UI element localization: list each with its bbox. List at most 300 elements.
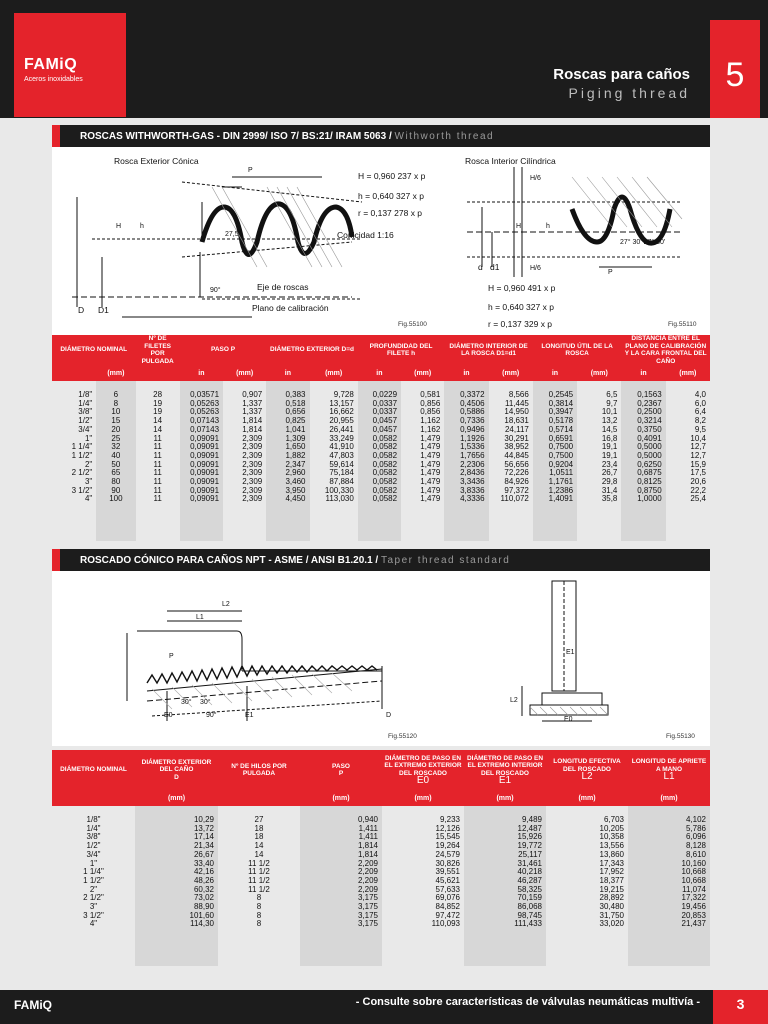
table-cell: 12,7 [690,450,706,460]
table-cell: 0,825 [285,416,306,426]
table-cell: 2,209 [357,858,378,868]
right-H6-top-label: H/6 [530,175,541,182]
table-cell: 1/2" [86,841,101,851]
table-cell: 1,479 [420,433,441,443]
table-cell: 0,907 [242,390,263,399]
table-cell: 15 [111,416,121,426]
left-angle-label: 90° [210,287,221,294]
brand-tagline: Aceros inoxidables [24,76,83,83]
col-outer-in [266,381,309,541]
table-cell: 87,884 [329,477,354,487]
table-cell: 69,076 [435,893,460,903]
table-cell: 30,826 [435,858,460,868]
table-cell: 19,1 [601,442,618,452]
table-cell: 2 1/2" [71,468,93,478]
table-cell: 20,853 [681,910,706,920]
col-length-in [533,381,577,541]
table-cell: 3,175 [357,919,378,929]
th-hand-tight-length [628,750,710,790]
table-cell: 113,030 [325,494,354,504]
table-cell: 22,2 [690,485,706,495]
th-pitch-diam-inner [464,750,546,790]
table-cell: 25,4 [690,494,706,504]
table-cell: 13,157 [329,398,354,408]
table-cell: 9,7 [606,398,618,408]
table-cell: 14,950 [504,407,529,417]
table-cell: 1" [89,858,98,868]
unit-cell [136,365,180,381]
right-formula-r: r = 0,137 329 x p [488,319,553,329]
table-cell: 2,347 [285,459,306,469]
table-cell: 9,728 [333,390,354,399]
table-cell: 16,662 [329,407,354,417]
table-cell: 1,650 [285,442,306,452]
table-cell: 9,5 [694,424,706,434]
table-cell: 1,479 [420,485,441,495]
left-D-label: D [78,305,85,315]
table-cell: 3,8336 [460,485,485,495]
th-symbol: E1 [498,775,512,786]
table-cell: 13,860 [599,849,624,859]
table-cell: 20,955 [329,416,354,426]
table-cell: 90 [111,485,121,495]
table-cell: 60,32 [193,884,214,894]
table-cell: 1,0000 [637,494,662,504]
col-L2 [546,806,628,966]
table-cell: 10,668 [681,867,706,877]
table-cell: 1,5336 [460,442,485,452]
section1-title-text: ROSCAS WITHWORTH-GAS - DIN 2999/ ISO 7/ BS:21/ IRAM 5063 / [80,131,392,142]
left-H-label: H [116,223,122,230]
table-cell: 0,8125 [637,477,662,487]
table-cell: 23,4 [601,459,618,469]
table-cell: 88,90 [193,902,214,912]
table-cell: 1,479 [420,450,441,460]
table-cell: 0,05263 [190,398,220,408]
table-cell: 11 [153,485,162,495]
table-cell: 0,09091 [190,450,220,460]
table-cell: 33,249 [329,433,354,443]
table-cell: 26,67 [193,849,214,859]
table-cell: 30,480 [599,902,624,912]
col-L1 [628,806,710,966]
th-thread-depth: PROFUNDIDAD DEL FILETE h [358,335,445,365]
table-cell: 3,175 [357,902,378,912]
table-cell: 3 1/2" [71,485,93,495]
npt-E0-label: E0 [164,712,173,719]
unit-cell: in [621,365,665,381]
table-cell: 0,0582 [372,433,398,443]
table-cell: 0,7336 [460,416,485,426]
table-cell: 2,309 [242,494,263,504]
unit-cell: (mm) [223,365,266,381]
unit-cell: (mm) [666,365,710,381]
table-cell: 39,551 [435,867,460,877]
table-cell: 1,411 [358,823,378,833]
table-cell: 1 1/2" [71,450,93,460]
table-cell: 111,433 [514,919,542,929]
right-h-label: h [546,223,550,230]
table-cell: 0,0582 [372,450,398,460]
table-cell: 14 [254,849,264,859]
npt-thread-diagram [52,571,710,746]
npt-90-label: 90° [206,712,217,719]
table-cell: 0,3814 [548,398,574,408]
table-cell: 84,852 [435,902,460,912]
left-formula-r: r = 0,137 278 x p [358,208,423,218]
table-cell: 0,9496 [460,424,485,434]
right-formula-h: h = 0,640 327 x p [488,302,554,312]
table-cell: 19 [153,398,163,408]
left-taper-label: Conicidad 1:16 [337,230,394,240]
left-h-label: h [140,223,144,230]
unit-cell: in [266,365,309,381]
table-cell: 6,0 [694,398,706,408]
table-cell: 3" [84,477,93,487]
left-axis-label: Eje de roscas [257,282,309,292]
footer-note: - Consulte sobre características de válvulas neumáticas multivía - [355,996,700,1008]
unit-cell: (mm) [310,365,358,381]
section2-title [80,555,510,566]
th-nominal-diameter: DIÁMETRO NOMINAL [52,335,136,365]
table-cell: 15,9 [690,459,706,469]
table-cell: 17,952 [599,867,624,877]
table-cell: 6,5 [606,390,618,399]
table-cell: 14 [254,841,264,851]
table-cell: 0,5178 [548,416,574,426]
th-symbol: D [174,773,179,781]
table-cell: 1,479 [420,468,441,478]
th-symbol: L1 [663,771,675,783]
table-cell: 15,926 [517,832,542,842]
table-cell: 70,159 [517,893,542,903]
table-cell: 0,2500 [637,407,662,417]
table-cell: 57,633 [435,884,460,894]
table-cell: 0,8750 [637,485,662,495]
table-cell: 8,128 [685,841,706,851]
table-cell: 31,461 [517,858,542,868]
section2-figure-panel [52,571,710,746]
table-cell: 2,960 [285,468,306,478]
table-cell: 0,0337 [372,407,398,417]
table-cell: 28,892 [599,893,624,903]
col-inner-mm [489,381,533,541]
table-cell: 14,5 [601,424,618,434]
table-cell: 11 [153,450,162,460]
th-gauge-distance: DISTANCIA ENTRE EL PLANO DE CALIBRACIÓN Y LA CARA FRONTAL DEL CAÑO [621,335,710,365]
table-cell: 65 [111,468,121,478]
unit-cell: in [533,365,577,381]
table-cell: 18,631 [504,416,529,426]
table-cell: 10,160 [681,858,706,868]
unit-cell: (mm) [401,365,444,381]
table-cell: 19,772 [517,841,542,851]
table-cell: 14 [153,416,163,426]
table-cell: 40 [111,450,121,460]
npt-E1-label: E1 [245,712,254,719]
table-cell: 0,856 [420,398,441,408]
table-cell: 25 [111,433,121,443]
page-subtitle: Piging thread [568,85,690,101]
left-formula-H: H = 0,960 237 x p [358,171,426,181]
table-cell: 10,358 [599,832,624,842]
table-cell: 4,102 [685,815,706,824]
table-cell: 31,750 [599,910,624,920]
table-cell: 2" [84,459,93,469]
table-cell: 10 [111,407,121,417]
table-cell: 2,309 [242,442,263,452]
th-pipe-outer-diameter [135,750,218,790]
table-cell: 1,2386 [548,485,574,495]
table-cell: 0,5714 [548,424,574,434]
gauge-E1-label: E1 [566,649,575,656]
unit-cell: (mm) [489,365,533,381]
th-label: DIÁMETRO EXTERIOR DEL CAÑO [141,758,212,774]
table-cell: 3/4" [86,849,101,859]
table-cell: 0,0582 [372,459,398,469]
npt-L1-label: L1 [196,614,204,621]
table-cell: 17,343 [599,858,624,868]
left-figure-number: Fig.55100 [398,321,427,328]
table-cell: 8,2 [694,416,706,426]
table-cell: 1,479 [420,477,441,487]
table-cell: 1 1/2" [83,875,104,885]
table-cell: 1,7656 [460,450,485,460]
right-angles-label: 27° 30' 27° 30' [620,239,666,246]
table-cell: 59,614 [329,459,354,469]
table-cell: 11 [153,494,162,504]
col-inner-in [444,381,488,541]
table-cell: 28 [153,390,163,399]
table-cell: 12,126 [435,823,460,833]
table-cell: 80 [111,477,121,487]
table-cell: 11 [153,442,162,452]
table-cell: 8 [256,919,262,929]
col-threads [136,381,180,541]
table-cell: 0,5886 [460,407,485,417]
table-cell: 0,09091 [190,494,220,504]
table-cell: 75,184 [329,468,354,478]
unit-cell [218,790,300,806]
table-cell: 1" [84,433,93,443]
npt-right-figure-number: Fig.55130 [666,733,695,740]
right-d-label: d [478,262,483,272]
left-plane-label: Plano de calibración [252,303,329,313]
brand-name: FAMiQ [24,56,78,73]
th-symbol: L2 [581,771,593,783]
npt-30a-label: 30° [181,699,192,706]
table-cell: 2" [89,884,98,894]
table-cell: 0,0457 [372,424,398,434]
table-cell: 44,845 [504,450,529,460]
th-threads-per-inch: Nº DE FILETES POR PULGADA [136,335,180,365]
table-cell: 9,233 [439,815,460,824]
th-outer-diameter: DIÁMETRO EXTERIOR D=d [266,335,358,365]
table-cell: 11,445 [504,398,529,408]
col-outer-diameter [135,806,218,966]
table-cell: 1,479 [420,459,441,469]
table-cell: 0,383 [285,390,306,399]
table-cell: 1,1761 [548,477,574,487]
table-cell: 0,7500 [548,442,574,452]
th-pitch: PASO P [180,335,267,365]
table-cell: 1,814 [242,424,263,434]
table-cell: 1,411 [358,832,378,842]
table-cell: 0,09091 [190,485,220,495]
table-cell: 2 1/2" [83,893,104,903]
unit-cell [52,365,96,381]
col-E0 [382,806,464,966]
section2-accent [52,549,60,571]
table-cell: 0,0229 [372,390,398,399]
unit-cell: (mm) [300,790,382,806]
table-cell: 24,579 [435,849,460,859]
table-cell: 2,209 [357,875,378,885]
table-cell: 3,950 [285,485,306,495]
table-cell: 21,34 [193,841,214,851]
table-cell: 0,2367 [637,398,662,408]
col-E1 [464,806,546,966]
unit-cell [52,790,135,806]
table-cell: 0,2545 [548,390,574,399]
table-cell: 101,60 [189,910,214,920]
table-cell: 35,8 [601,494,618,504]
table-cell: 11 [153,459,162,469]
unit-cell: (mm) [577,365,621,381]
col-nominal-inch [52,381,96,541]
table-cell: 3,3436 [460,477,485,487]
table-cell: 19,456 [681,902,706,912]
table-cell: 0,3750 [637,424,662,434]
table-cell: 2,8436 [460,468,485,478]
th-label: DIÁMETRO DE PASO EN EL EXTREMO EXTERIOR DEL ROSCADO [384,754,462,777]
table-cell: 0,5000 [637,442,662,452]
table-cell: 17,5 [690,468,706,478]
page-title: Roscas para caños [553,66,690,83]
table-cell: 0,0582 [372,477,398,487]
npt-left-figure-number: Fig.55120 [388,733,417,740]
table-cell: 16,8 [601,433,618,443]
th-pitch [300,750,382,790]
th-effective-length [546,750,628,790]
table-cell: 18 [254,823,264,833]
table-cell: 18 [254,832,264,842]
table-cell: 11 1/2 [248,858,270,868]
left-formula-h: h = 0,640 327 x p [358,191,424,201]
table-cell: 1,814 [242,416,263,426]
table-cell: 1 1/4" [71,442,93,452]
table-cell: 0,05263 [190,407,220,417]
table-cell: 11 [153,477,162,487]
th-symbol: P [338,770,344,777]
right-H-label: H [516,223,522,230]
table-cell: 0,09091 [190,433,220,443]
table-cell: 2,209 [357,884,378,894]
table-cell: 2,309 [242,433,263,443]
table-cell: 31,4 [601,485,618,495]
table-cell: 100 [109,494,123,504]
table-cell: 100,330 [324,485,354,495]
th-symbol: E0 [416,775,430,786]
table-cell: 0,518 [285,398,306,408]
table-cell: 6,703 [603,815,624,824]
table-cell: 0,6591 [548,433,574,443]
table-cell: 11 1/2 [248,875,270,885]
table-cell: 0,09091 [190,442,220,452]
table-cell: 4,3336 [460,494,485,504]
unit-cell: in [180,365,223,381]
table-cell: 0,9204 [548,459,574,469]
table-cell: 5,786 [685,823,706,833]
table-cell: 0,0582 [372,485,398,495]
left-D1-label: D1 [98,305,109,315]
table-cell: 3 1/2" [83,910,104,920]
table-cell: 0,581 [420,390,441,399]
table-cell: 1/2" [78,416,93,426]
gauge-L2-label: L2 [510,697,518,704]
table-cell: 0,0582 [372,442,398,452]
table-cell: 0,07143 [190,416,220,426]
th-nominal-diameter: DIÁMETRO NOMINAL [52,750,135,790]
right-d1-label: d1 [490,262,500,272]
table-cell: 1,337 [242,407,263,417]
table-cell: 29,8 [601,477,618,487]
table-cell: 97,472 [435,910,460,920]
left-angle27-label: 27,5° [225,231,242,238]
table-cell: 0,0582 [372,494,398,504]
table-cell: 24,117 [504,424,529,434]
table-cell: 10,4 [690,433,706,443]
table-cell: 86,068 [517,902,542,912]
table-cell: 11 1/2 [248,867,270,877]
table-cell: 1/4" [78,398,93,408]
unit-cell: (mm) [546,790,628,806]
npt-table [52,750,710,966]
table-cell: 58,325 [517,884,542,894]
table-cell: 1/8" [86,815,101,824]
table-cell: 26,7 [601,468,618,478]
table-cell: 32 [111,442,121,452]
table-cell: 11 [153,433,162,443]
table-cell: 30,291 [504,433,529,443]
table-cell: 0,09091 [190,477,220,487]
table-cell: 8,610 [685,849,706,859]
right-H6-bottom-label: H/6 [530,265,541,272]
table-cell: 10,1 [601,407,618,417]
table-cell: 56,656 [504,459,529,469]
table-cell: 6,4 [694,407,706,417]
table-cell: 20,6 [690,477,706,487]
table-cell: 11,074 [682,884,706,894]
table-cell: 72,226 [504,468,529,478]
table-cell: 6,096 [685,832,706,842]
unit-cell: (mm) [464,790,546,806]
table-cell: 97,372 [504,485,529,495]
table-cell: 42,16 [193,867,214,877]
section1-subtitle: Withworth thread [394,131,495,142]
table-cell: 0,5000 [637,450,662,460]
table-cell: 1,162 [420,416,441,426]
table-cell: 20 [111,424,121,434]
table-cell: 2,309 [242,459,263,469]
th-label: PASO [332,762,350,770]
table-cell: 47,803 [329,450,354,460]
table-cell: 48,26 [193,875,214,885]
table-cell: 8 [256,902,262,912]
col-depth-mm [401,381,444,541]
table-cell: 1 1/4" [83,867,104,877]
table-cell: 19,264 [435,841,460,851]
